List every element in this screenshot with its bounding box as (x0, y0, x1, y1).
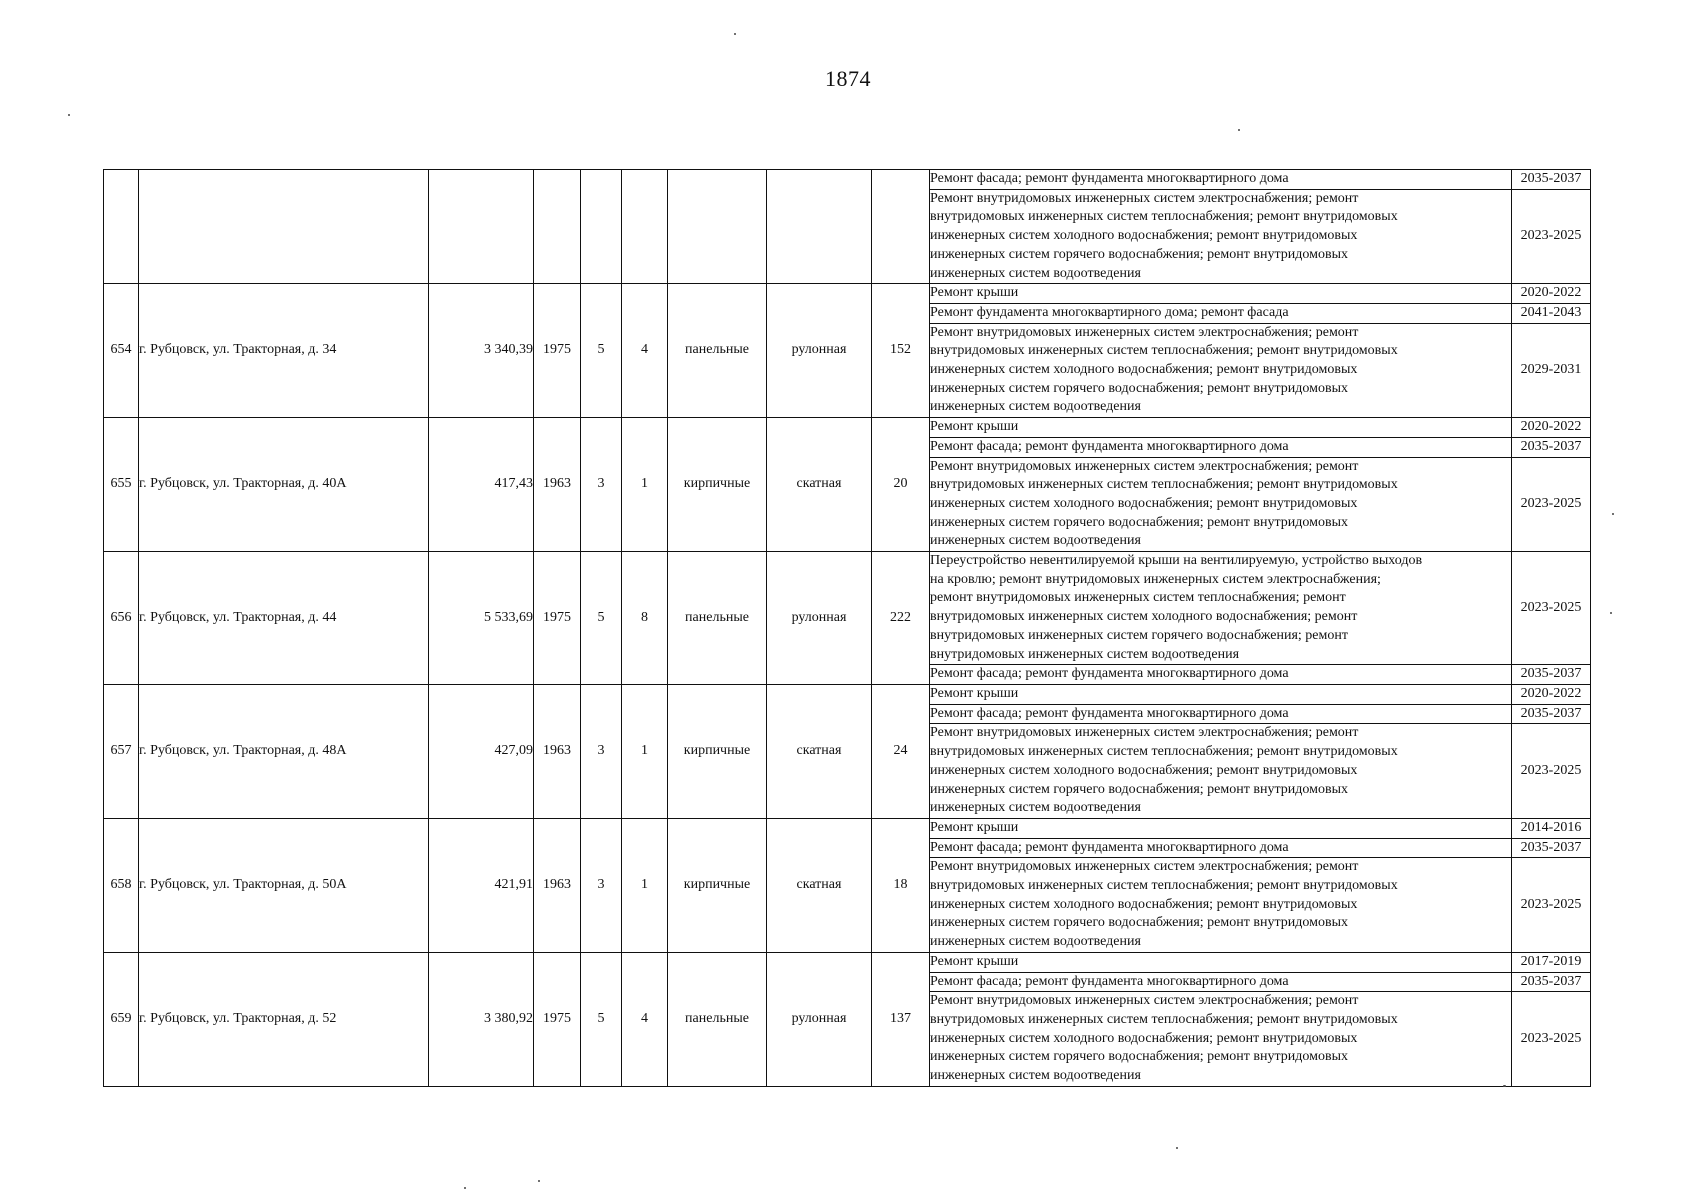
period-cell: 2014-2016 (1512, 818, 1591, 838)
floors-cell: 5 (581, 952, 622, 1086)
work-cell: Ремонт крыши (930, 284, 1512, 304)
address-cell: г. Рубцовск, ул. Тракторная, д. 40А (139, 418, 429, 552)
scan-speck (1612, 513, 1614, 515)
walls-cell (668, 170, 767, 284)
area-cell: 427,09 (429, 684, 534, 818)
entrances-cell: 1 (622, 818, 668, 952)
area-cell: 5 533,69 (429, 552, 534, 685)
work-cell: Ремонт фасада; ремонт фундамента многоквартирного дома (930, 170, 1512, 190)
floors-cell: 3 (581, 818, 622, 952)
entrances-cell: 1 (622, 418, 668, 552)
residents-cell: 20 (872, 418, 930, 552)
entrances-cell: 8 (622, 552, 668, 685)
work-cell: Ремонт крыши (930, 952, 1512, 972)
table-row (104, 552, 1591, 665)
period-cell: 2035-2037 (1512, 665, 1591, 685)
work-cell: Ремонт внутридомовых инженерных систем электроснабжения; ремонт внутридомовых инженерных систем теплоснабжения; ремонт внутридомовых инженерных систем холодного водоснабжения; ремонт внутридомовых инженерных систем горячего водоснабжения; ремонт внутридомовых инженерных систем водоотведения (930, 858, 1512, 953)
roof-cell: рулонная (767, 552, 872, 685)
work-cell: Ремонт фасада; ремонт фундамента многоквартирного дома (930, 437, 1512, 457)
period-cell: 2020-2022 (1512, 284, 1591, 304)
entrances-cell (622, 170, 668, 284)
work-cell: Ремонт внутридомовых инженерных систем электроснабжения; ремонт внутридомовых инженерных систем теплоснабжения; ремонт внутридомовых инженерных систем холодного водоснабжения; ремонт внутридомовых инженерных систем горячего водоснабжения; ремонт внутридомовых инженерных систем водоотведения (930, 724, 1512, 819)
period-cell: 2035-2037 (1512, 170, 1591, 190)
scan-speck (538, 1180, 540, 1182)
year-cell: 1963 (534, 684, 581, 818)
period-cell: 2023-2025 (1512, 552, 1591, 665)
walls-cell: панельные (668, 552, 767, 685)
year-cell: 1975 (534, 952, 581, 1086)
area-cell (429, 170, 534, 284)
address-cell (139, 170, 429, 284)
period-cell: 2029-2031 (1512, 323, 1591, 418)
scan-speck (1176, 1147, 1178, 1149)
period-cell: 2035-2037 (1512, 972, 1591, 992)
period-cell: 2017-2019 (1512, 952, 1591, 972)
work-cell: Ремонт фасада; ремонт фундамента многоквартирного дома (930, 704, 1512, 724)
roof-cell (767, 170, 872, 284)
row-number: 654 (104, 284, 139, 418)
scan-speck (68, 114, 70, 116)
floors-cell (581, 170, 622, 284)
row-number: 658 (104, 818, 139, 952)
table-row (104, 284, 1591, 304)
work-cell: Ремонт внутридомовых инженерных систем электроснабжения; ремонт внутридомовых инженерных систем теплоснабжения; ремонт внутридомовых инженерных систем холодного водоснабжения; ремонт внутридомовых инженерных систем горячего водоснабжения; ремонт внутридомовых инженерных систем водоотведения (930, 189, 1512, 284)
scan-speck (1238, 129, 1240, 131)
floors-cell: 5 (581, 284, 622, 418)
floors-cell: 3 (581, 684, 622, 818)
roof-cell: рулонная (767, 284, 872, 418)
walls-cell: панельные (668, 284, 767, 418)
period-cell: 2035-2037 (1512, 838, 1591, 858)
area-cell: 3 380,92 (429, 952, 534, 1086)
capital-repair-table (103, 169, 1591, 1087)
roof-cell: рулонная (767, 952, 872, 1086)
work-cell: Ремонт фасада; ремонт фундамента многоквартирного дома (930, 665, 1512, 685)
residents-cell (872, 170, 930, 284)
period-cell: 2023-2025 (1512, 189, 1591, 284)
table-row (104, 952, 1591, 972)
year-cell (534, 170, 581, 284)
table-row (104, 818, 1591, 838)
num-cell (104, 170, 139, 284)
area-cell: 417,43 (429, 418, 534, 552)
walls-cell: кирпичные (668, 418, 767, 552)
scan-speck (734, 33, 736, 35)
row-number: 659 (104, 952, 139, 1086)
scan-speck (1610, 612, 1612, 614)
period-cell: 2023-2025 (1512, 858, 1591, 953)
roof-cell: скатная (767, 684, 872, 818)
residents-cell: 152 (872, 284, 930, 418)
year-cell: 1963 (534, 418, 581, 552)
period-cell: 2020-2022 (1512, 418, 1591, 438)
table-row (104, 170, 1591, 190)
period-cell: 2023-2025 (1512, 724, 1591, 819)
work-cell: Ремонт фасада; ремонт фундамента многоквартирного дома (930, 838, 1512, 858)
row-number: 656 (104, 552, 139, 685)
period-cell: 2041-2043 (1512, 303, 1591, 323)
floors-cell: 3 (581, 418, 622, 552)
address-cell: г. Рубцовск, ул. Тракторная, д. 50А (139, 818, 429, 952)
entrances-cell: 4 (622, 284, 668, 418)
year-cell: 1963 (534, 818, 581, 952)
period-cell: 2023-2025 (1512, 457, 1591, 552)
period-cell: 2023-2025 (1512, 992, 1591, 1087)
work-cell: Ремонт крыши (930, 684, 1512, 704)
area-cell: 3 340,39 (429, 284, 534, 418)
year-cell: 1975 (534, 552, 581, 685)
page-number: 1874 (825, 66, 871, 91)
work-cell: Ремонт крыши (930, 418, 1512, 438)
row-number: 655 (104, 418, 139, 552)
work-cell: Ремонт внутридомовых инженерных систем электроснабжения; ремонт внутридомовых инженерных систем теплоснабжения; ремонт внутридомовых инженерных систем холодного водоснабжения; ремонт внутридомовых инженерных систем горячего водоснабжения; ремонт внутридомовых инженерных систем водоотведения (930, 992, 1512, 1087)
period-cell: 2035-2037 (1512, 437, 1591, 457)
entrances-cell: 4 (622, 952, 668, 1086)
year-cell: 1975 (534, 284, 581, 418)
roof-cell: скатная (767, 818, 872, 952)
work-cell: Ремонт внутридомовых инженерных систем электроснабжения; ремонт внутридомовых инженерных систем теплоснабжения; ремонт внутридомовых инженерных систем холодного водоснабжения; ремонт внутридомовых инженерных систем горячего водоснабжения; ремонт внутридомовых инженерных систем водоотведения (930, 323, 1512, 418)
area-cell: 421,91 (429, 818, 534, 952)
row-number: 657 (104, 684, 139, 818)
work-cell: Переустройство невентилируемой крыши на вентилируемую, устройство выходов на кровлю; ремонт внутридомовых инженерных систем электроснабжения; ремонт внутридомовых инженерных систем теплоснабжения; ремонт внутридомовых инженерных систем холодного водоснабжения; ремонт внутридомовых инженерных систем горячего водоснабжения; ремонт внутридомовых инженерных систем водоотведения (930, 552, 1512, 665)
address-cell: г. Рубцовск, ул. Тракторная, д. 34 (139, 284, 429, 418)
period-cell: 2020-2022 (1512, 684, 1591, 704)
table-row (104, 418, 1591, 438)
table-row (104, 684, 1591, 704)
work-cell: Ремонт внутридомовых инженерных систем электроснабжения; ремонт внутридомовых инженерных систем теплоснабжения; ремонт внутридомовых инженерных систем холодного водоснабжения; ремонт внутридомовых инженерных систем горячего водоснабжения; ремонт внутридомовых инженерных систем водоотведения (930, 457, 1512, 552)
roof-cell: скатная (767, 418, 872, 552)
scan-speck (1503, 1085, 1506, 1087)
work-cell: Ремонт крыши (930, 818, 1512, 838)
walls-cell: кирпичные (668, 818, 767, 952)
address-cell: г. Рубцовск, ул. Тракторная, д. 52 (139, 952, 429, 1086)
residents-cell: 24 (872, 684, 930, 818)
work-cell: Ремонт фасада; ремонт фундамента многоквартирного дома (930, 972, 1512, 992)
walls-cell: кирпичные (668, 684, 767, 818)
period-cell: 2035-2037 (1512, 704, 1591, 724)
floors-cell: 5 (581, 552, 622, 685)
entrances-cell: 1 (622, 684, 668, 818)
residents-cell: 18 (872, 818, 930, 952)
address-cell: г. Рубцовск, ул. Тракторная, д. 44 (139, 552, 429, 685)
address-cell: г. Рубцовск, ул. Тракторная, д. 48А (139, 684, 429, 818)
residents-cell: 137 (872, 952, 930, 1086)
work-cell: Ремонт фундамента многоквартирного дома; ремонт фасада (930, 303, 1512, 323)
scan-speck (464, 1187, 466, 1189)
table-body (104, 170, 1591, 1087)
residents-cell: 222 (872, 552, 930, 685)
walls-cell: панельные (668, 952, 767, 1086)
